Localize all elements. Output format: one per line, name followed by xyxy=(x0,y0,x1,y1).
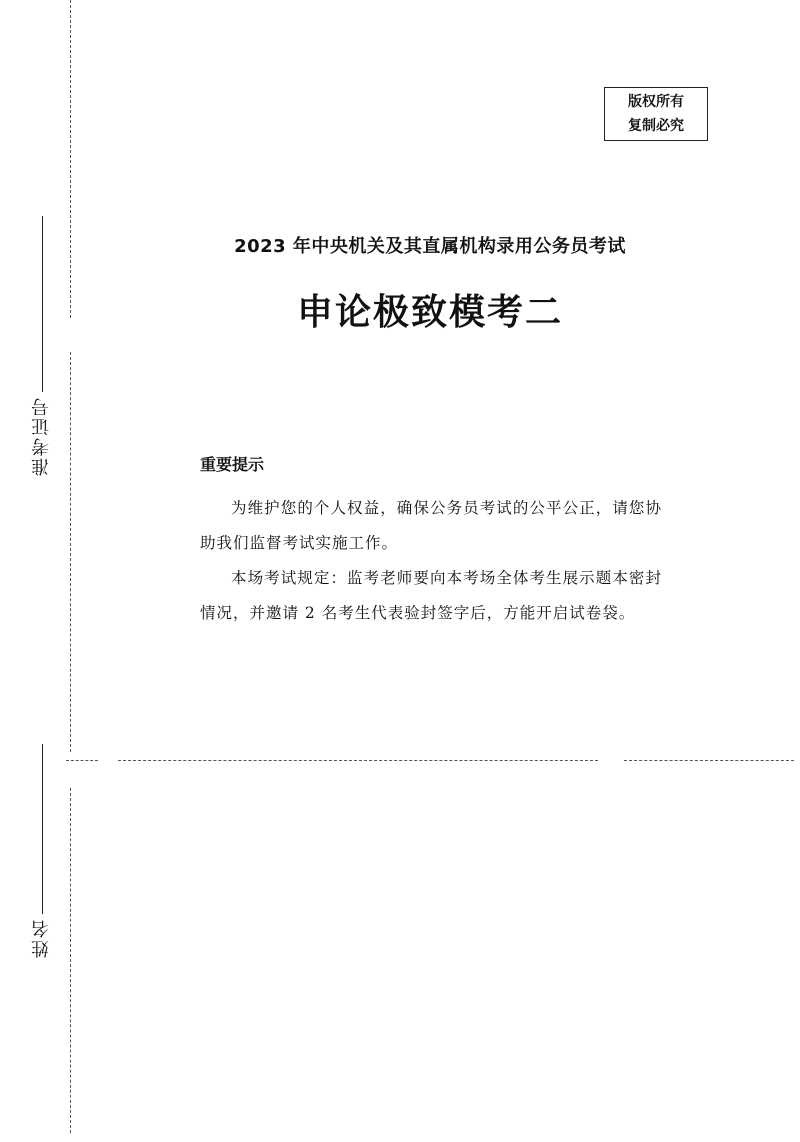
binding-line-middle xyxy=(70,352,71,752)
copyright-line-2: 复制必究 xyxy=(628,118,684,134)
name-label: 姓名 xyxy=(31,918,52,958)
cut-line-segment xyxy=(118,760,598,761)
cut-line-segment xyxy=(624,760,794,761)
notice-heading: 重要提示 xyxy=(200,455,265,474)
notice-paragraph: 本场考试规定：监考老师要向本考场全体考生展示题本密封情况，并邀请 2 名考生代表验封签字后，方能开启试卷袋。 xyxy=(200,569,662,622)
copyright-line-1: 版权所有 xyxy=(628,94,684,110)
name-field xyxy=(22,744,62,958)
binding-line-bottom xyxy=(70,788,71,1133)
binding-line-top xyxy=(70,0,71,318)
main-title: 申论极致模考二 xyxy=(296,292,563,333)
candidate-number-label: 准考证号 xyxy=(31,396,52,476)
exam-title: 2023 年中央机关及其直属机构录用公务员考试 xyxy=(234,236,626,257)
copyright-stamp xyxy=(604,87,708,141)
notice-paragraph: 为维护您的个人权益，确保公务员考试的公平公正，请您协助我们监督考试实施工作。 xyxy=(200,499,662,552)
important-notice xyxy=(200,452,662,631)
name-blank xyxy=(42,744,43,914)
cut-line-segment xyxy=(66,760,98,761)
